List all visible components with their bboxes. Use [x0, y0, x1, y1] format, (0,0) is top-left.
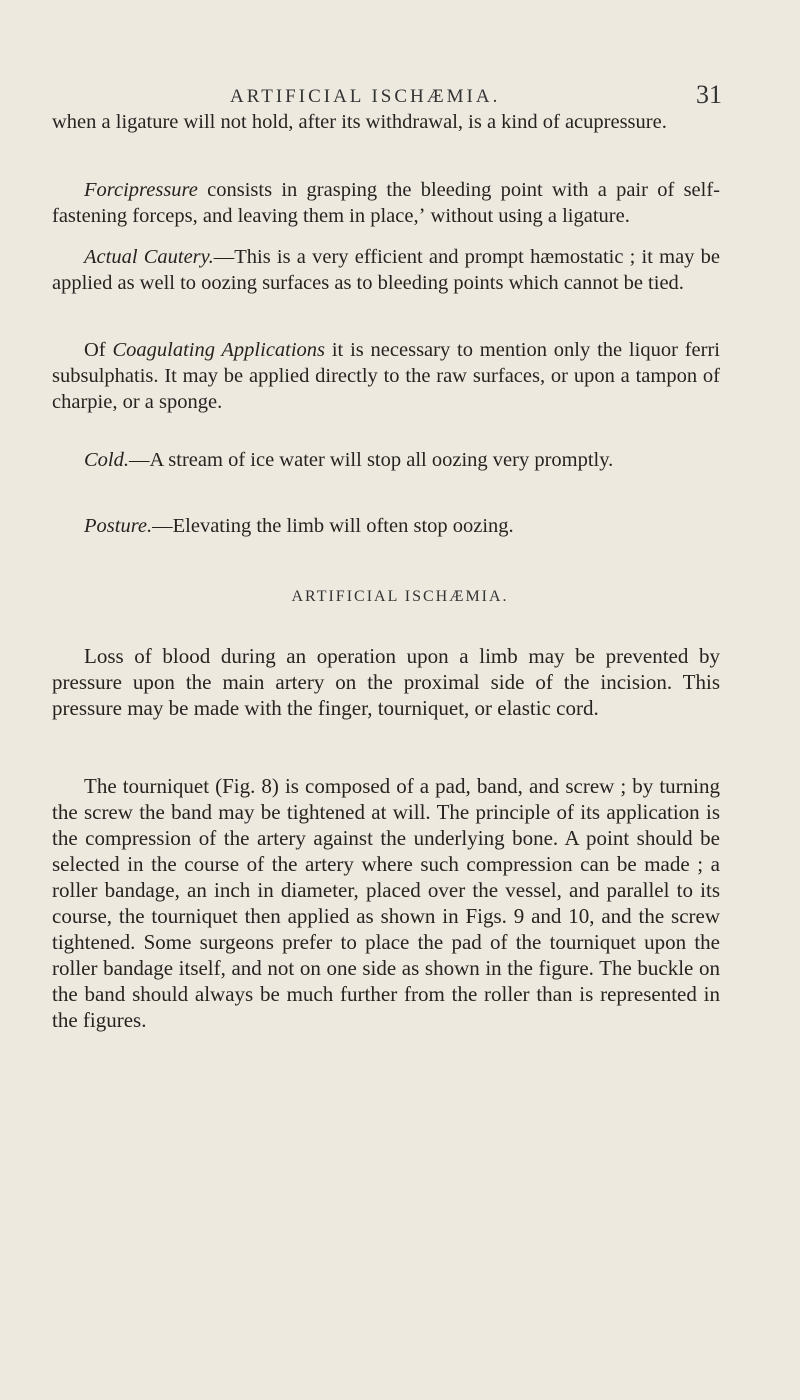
paragraph-posture [52, 513, 720, 539]
paragraph-cold [52, 447, 720, 473]
paragraph-loss-of-blood: Loss of blood during an operation upon a limb may be prevented by pressure upon the main artery on the proximal side of the incision. This pressure may be made with the finger, tourniquet, or elastic cord. [52, 644, 720, 720]
posture-text: —Elevating the limb will often stop oozing. [152, 515, 514, 537]
paragraph-coagulating [52, 337, 720, 415]
term-posture: Posture. [84, 515, 153, 537]
paragraph-forcipressure [52, 177, 720, 229]
page-number: 31 [696, 80, 722, 109]
cold-text: —A stream of ice water will stop all oozing very promptly. [129, 449, 614, 471]
paragraph-acupressure: when a ligature will not hold, after its withdrawal, is a kind of acupressure. [52, 111, 667, 133]
coagulating-lead: Of [84, 339, 113, 361]
forcipressure-text: consists in grasping the bleeding point with a pair of self-fastening forceps, and leaving them in place,ʼ without using a ligature. [52, 179, 720, 227]
coagulating-text: it is necessary to mention only the liquor ferri subsulphatis. It may be applied directly to the raw surfaces, or upon a tampon of charpie, or a sponge. [52, 339, 720, 413]
actual-cautery-text: —This is a very efficient and prompt hæmostatic ; it may be applied as well to oozing surfaces as to bleeding points which cannot be tied. [52, 246, 720, 294]
section-heading: ARTIFICIAL ISCHÆMIA. [291, 588, 509, 605]
term-forcipressure: Forcipressure [84, 179, 198, 201]
paragraph-actual-cautery [52, 244, 720, 296]
term-actual-cautery: Actual Cautery. [84, 246, 214, 268]
term-cold: Cold. [84, 449, 129, 471]
paragraph-tourniquet: The tourniquet (Fig. 8) is composed of a pad, band, and screw ; by turning the screw the band may be tightened at will. The principle of its application is the compression of the artery against the underlying bone. A point should be selected in the course of the artery where such compression can be made ; a roller bandage, an inch in diameter, placed over the vessel, and parallel to its course, the tourniquet then applied as shown in Figs. 9 and 10, and the screw tightened. Some surgeons prefer to place the pad of the tourniquet upon the roller bandage itself, and not on one side as shown in the figure. The buckle on the band should always be much further from the roller than is represented in the figures. [52, 774, 720, 1032]
running-title: ARTIFICIAL ISCHÆMIA. [230, 86, 501, 107]
term-coagulating: Coagulating Applications [112, 339, 326, 361]
